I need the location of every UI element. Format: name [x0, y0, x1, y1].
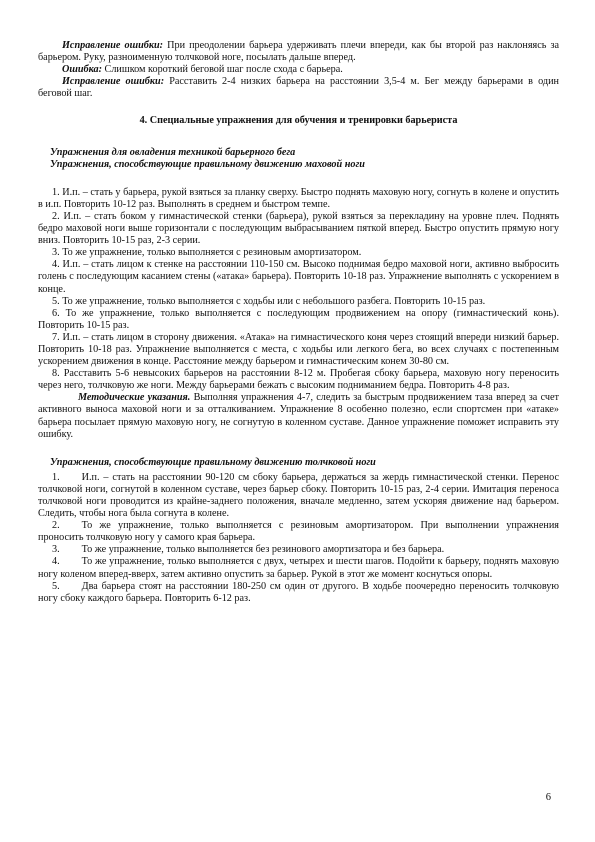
error-label: Ошибка:: [62, 64, 102, 76]
correction-label: Исправление ошибки:: [62, 40, 164, 51]
item-number: 2.: [52, 520, 60, 532]
methodical-text: Выполняя упражнения 4-7, следить за быстрым продвижением таза вперед за счет активного выноса маховой ноги и за отталкиванием. Упражнение 8 особенно полезно, если спортсмен при «атаке» барьера посылает прямую маховую ногу, не согнутую в коленном суставе. Данное упражнение поможет исправить эту ошибку.: [38, 392, 559, 440]
exercise-item: [38, 544, 559, 556]
correction-paragraph-2: [38, 76, 559, 100]
item-text: То же упражнение, только выполняется с двух, четырех и шести шагов. Подойти к барьеру, поднять маховую ногу коленом вперед-вверх, затем активно опустить за барьер. Рукой в этот же момент коснуться опоры.: [38, 556, 559, 580]
item-number: 1.: [52, 471, 60, 483]
item-text: И.п. – стать на расстоянии 90-120 см сбоку барьера, держаться за жердь гимнастической стенки. Перенос толчковой ноги, согнутой в коленном суставе, через барьер сбоку. Повторить 10-15 раз, 2-4 серии. Имитация переноса толчковой ноги проводится из крайне-заднего положения, вначале медленно, затем ускоряя движение над барьером. Следить, чтобы нога была согнута в колене.: [38, 471, 559, 520]
exercise-item: 7. И.п. – стать лицом в сторону движения. «Атака» на гимнастического коня через стоящий впереди низкий барьер. Повторить 10-18 раз. Упражнение выполняется с места, с ходьбы или легкого бега, во всех случаях с постепенным ускорением движения в конце. Расстояние между барьером и гимнастическим конем 30-80 см.: [38, 331, 559, 368]
methodical-notes: [38, 392, 559, 440]
spacer: [38, 171, 559, 187]
correction-text: Расставить 2-4 низких барьера на расстоянии 3,5-4 м. Бег между барьерами в один беговой шаг.: [38, 76, 559, 100]
exercise-item: 2. И.п. – стать боком у гимнастической стенки (барьера), рукой взяться за перекладину на уровне плеч. Поднять бедро маховой ноги выше горизонтали с последующим выбрасыванием пяткой вперед. Быстро опустить прямую ногу вниз. Повторить 10-15 раз, 2-3 серии.: [38, 210, 559, 247]
exercise-item: [38, 472, 559, 520]
document-page: [38, 40, 559, 605]
exercise-item: 3. То же упражнение, только выполняется с резиновым амортизатором.: [52, 247, 362, 259]
exercise-item: 4. И.п. – стать лицом к стенке на расстоянии 110-150 см. Высоко поднимая бедро маховой ноги, активно выбросить голень с последующим касанием стены («атака» барьера). Повторить 10-18 раз. Упражнение выполнять с ускорением в конце.: [38, 259, 559, 295]
push-leg-exercise-list: [38, 472, 559, 605]
item-text: То же упражнение, только выполняется с резиновым амортизатором. При выполнении упражнения проносить толчковую ногу у самого края барьера.: [38, 520, 559, 544]
error-text: Слишком короткий беговой шаг после схода с барьера.: [102, 64, 343, 76]
exercise-item: [38, 520, 559, 544]
exercise-item: 5. То же упражнение, только выполняется с ходьбы или с небольшого разбега. Повторить 10-15 раз.: [52, 295, 486, 307]
item-number: 4.: [52, 556, 60, 568]
exercise-item: 1. И.п. – стать у барьера, рукой взяться за планку сверху. Быстро поднять маховую ногу, согнуть в колене и опустить в и.п. Повторить 10-12 раз. Выполнять в среднем и быстром темпе.: [38, 186, 559, 210]
swing-leg-exercise-list: [38, 187, 559, 393]
page-number: 6: [545, 792, 551, 803]
exercise-item: [38, 581, 559, 605]
item-text: Два барьера стоят на расстоянии 180-250 см один от другого. В ходьбе поочередно переносить толчковую ногу сбоку каждого барьера. Повторить 6-12 раз.: [38, 580, 559, 604]
spacer: [38, 441, 559, 457]
correction-paragraph-1: [38, 40, 559, 64]
methodical-label: Методические указания.: [78, 392, 191, 404]
correction-text: При преодолении барьера удерживать плечи впереди, как бы второй раз наклоняясь за барьером. Руку, разноименную толчковой ноге, посылать дальше вперед.: [38, 40, 560, 64]
subheading-push-leg: Упражнения, способствующие правильному движению толчковой ноги: [50, 456, 376, 468]
exercise-item: [38, 556, 559, 580]
exercise-item: 6. То же упражнение, только выполняется с последующим продвижением на опору (гимнастический конь). Повторить 10-15 раз.: [38, 307, 559, 331]
error-paragraph: [38, 64, 559, 76]
item-text: То же упражнение, только выполняется без резинового амортизатора и без барьера.: [81, 544, 445, 556]
item-number: 5.: [52, 580, 60, 592]
item-number: 3.: [52, 544, 60, 556]
exercise-item: 8. Расставить 5-6 невысоких барьеров на расстоянии 8-12 м. Пробегая сбоку барьера, маховую ногу переносить через него, толчковую же ноги. Между барьерами бежать с высоким подниманием бедра. Повторить 4-8 раз.: [38, 368, 559, 392]
section-title: 4. Специальные упражнения для обучения и тренировки барьериста: [139, 115, 458, 127]
subheading-technique: Упражнения для овладения техникой барьерного бега: [50, 146, 296, 158]
subheading-swing-leg: Упражнения, способствующие правильному движению маховой ноги: [50, 158, 365, 170]
correction-label: Исправление ошибки:: [62, 76, 165, 88]
